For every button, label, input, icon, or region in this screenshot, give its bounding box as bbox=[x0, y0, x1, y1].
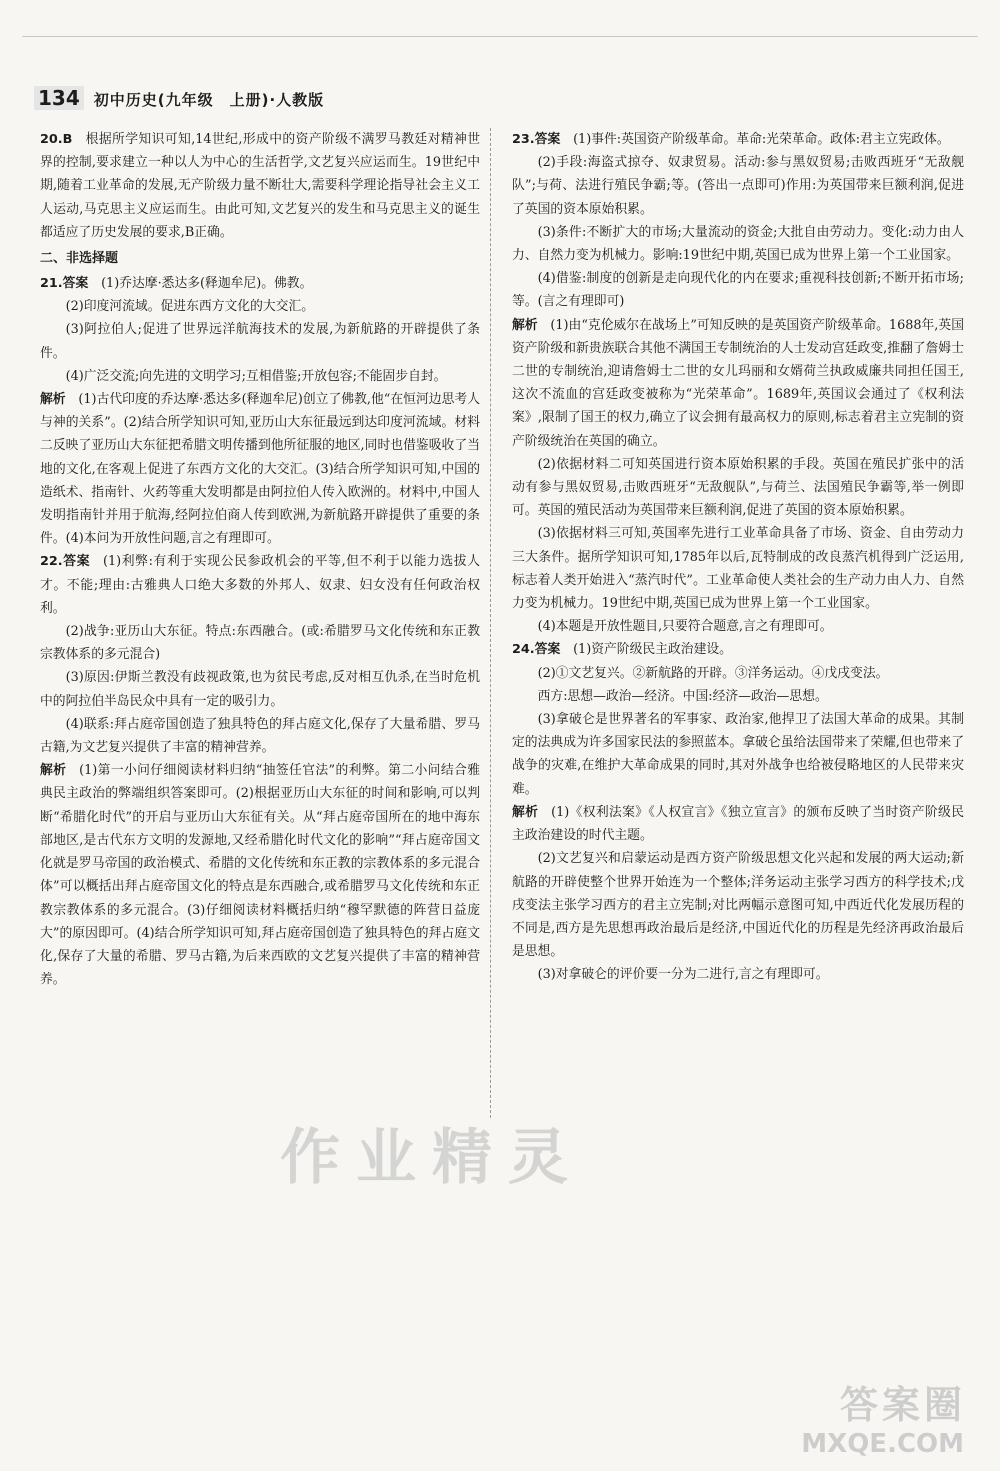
item-text: (4)广泛交流;向先进的文明学习;互相借鉴;开放包容;不能固步自封。 bbox=[65, 368, 447, 384]
item-text: (1)乔达摩·悉达多(释迦牟尼)。佛教。 bbox=[101, 276, 313, 292]
answer-paragraph bbox=[512, 522, 964, 615]
item-text: (3)条件:不断扩大的市场;大量流动的资金;大批自由劳动力。变化:动力由人力、自然力变为机械力。影响:19世纪中期,英国已成为世界上第一个工业国家。 bbox=[512, 224, 964, 264]
answer-paragraph bbox=[40, 318, 480, 364]
left-column bbox=[40, 128, 480, 991]
answer-paragraph bbox=[40, 713, 480, 759]
watermark-center: 作业精灵 bbox=[280, 1123, 584, 1193]
item-label: 21.答案 bbox=[40, 276, 89, 292]
item-label: 解析 bbox=[512, 804, 539, 820]
item-text: (2)印度河流域。促进东西方文化的大交汇。 bbox=[65, 299, 315, 315]
watermark-url: MXQE.COM bbox=[801, 1429, 964, 1459]
book-title: 初中历史(九年级 上册)·人教版 bbox=[93, 91, 325, 109]
answer-item bbox=[512, 314, 964, 453]
page-number: 134 bbox=[34, 86, 84, 110]
item-label: 22.答案 bbox=[40, 554, 91, 570]
item-text: (1)资产阶级民主政治建设。 bbox=[573, 642, 732, 658]
item-label: 24.答案 bbox=[512, 642, 561, 658]
answer-item bbox=[40, 759, 480, 991]
item-text: (1)《权利法案》《人权宣言》《独立宣言》的颁布反映了当时资产阶级民主政治建设的时代主题。 bbox=[512, 804, 965, 844]
answer-paragraph bbox=[512, 963, 964, 986]
answer-paragraph bbox=[512, 685, 964, 708]
answer-paragraph bbox=[512, 453, 964, 523]
answer-paragraph bbox=[512, 708, 964, 801]
item-text: (4)借鉴:制度的创新是走向现代化的内在要求;重视科技创新;不断开拓市场;等。(言之有理即可) bbox=[512, 271, 964, 310]
watermark-corner: 答案圈 bbox=[839, 1383, 966, 1427]
answer-paragraph bbox=[512, 221, 964, 267]
item-text: (4)联系:拜占庭帝国创造了独具特色的拜占庭文化,保存了大量希腊、罗马古籍,为文艺复兴提供了丰富的精神营养。 bbox=[40, 716, 480, 756]
item-label: 解析 bbox=[40, 392, 66, 408]
answer-paragraph bbox=[512, 847, 964, 963]
right-column bbox=[512, 128, 964, 987]
answer-paragraph bbox=[512, 615, 964, 638]
item-text: 西方:思想—政治—经济。中国:经济—政治—思想。 bbox=[537, 688, 828, 704]
item-text: (1)事件:英国资产阶级革命。革命:光荣革命。政体:君主立宪政体。 bbox=[573, 132, 950, 147]
item-text: 根据所学知识可知,14世纪,形成中的资产阶级不满罗马教廷对精神世界的控制,要求建立一种以人为中心的生活哲学,文艺复兴应运而生。19世纪中期,随着工业革命的发展,无产阶级力量不断壮大,需要科学理论指导社会主义工人运动,马克思主义应运而生。由此可知,文艺复兴的发生和马克思主义的诞生都适应了历史发展的要求,B正确。 bbox=[40, 132, 480, 240]
item-text: (2)战争:亚历山大东征。特点:东西融合。(或:希腊罗马文化传统和东正教宗教体系的多元混合) bbox=[40, 624, 480, 663]
top-rule bbox=[22, 36, 978, 37]
item-text: (1)第一小问仔细阅读材料归纳“抽签任官法”的利弊。第二小问结合雅典民主政治的弊端组织答案即可。(2)根据亚历山大东征的时间和影响,可以判断“希腊化时代”的开启与亚历山大东征有关。从“拜占庭帝国所在的地中海东部地区,是古代东方文明的发源地,又经希腊化时代文化的影响”“拜占庭帝国文化就是罗马帝国的政治模式、希腊的文化传统和东正教的宗教体系的多元混合体”可以概括出拜占庭帝国文化的特点是东西融合,或希腊罗马文化传统和东正教宗教体系的多元混合。(3)仔细阅读材料概括归纳“穆罕默德的阵营日益庞大”的原因即可。(4)结合所学知识可知,拜占庭帝国创造了独具特色的拜占庭文化,保存了大量的希腊、罗马古籍,为后来西欧的文艺复兴提供了丰富的精神营养。 bbox=[40, 763, 481, 988]
item-label: 解析 bbox=[40, 763, 67, 779]
answer-paragraph bbox=[40, 666, 480, 712]
answer-item bbox=[512, 638, 964, 661]
item-label: 20.B bbox=[40, 132, 73, 147]
answer-item bbox=[512, 128, 964, 151]
item-text: (3)拿破仑是世界著名的军事家、政治家,他捍卫了法国大革命的成果。其制定的法典成为许多国家民法的参照蓝本。拿破仑虽给法国带来了荣耀,但也带来了战争的灾难,在维护大革命成果的同时,其对外战争也给被侵略地区的人民带来灾难。 bbox=[512, 712, 964, 797]
item-text: (3)阿拉伯人;促进了世界远洋航海技术的发展,为新航路的开辟提供了条件。 bbox=[40, 322, 480, 361]
item-text: (3)依据材料三可知,英国率先进行工业革命具备了市场、资金、自由劳动力三大条件。据所学知识可知,1785年以后,瓦特制成的改良蒸汽机得到广泛运用,标志着人类开始进入“蒸汽时代”。工业革命使人类社会的生产动力由人力、自然力变为机械力。19世纪中期,英国已成为世界上第一个工业国家。 bbox=[512, 526, 964, 612]
answer-paragraph bbox=[40, 365, 480, 388]
answer-item bbox=[40, 550, 480, 620]
item-text: (2)依据材料二可知英国进行资本原始积累的手段。英国在殖民扩张中的活动有参与黑奴贸易,击败西班牙“无敌舰队”,与荷兰、法国殖民争霸等,举一例即可。英国的殖民活动为英国带来巨额利润,促进了英国的资本原始积累。 bbox=[512, 456, 964, 519]
item-text: (4)本题是开放性题目,只要符合题意,言之有理即可。 bbox=[537, 619, 833, 635]
answer-paragraph bbox=[512, 662, 964, 685]
answer-item bbox=[40, 128, 480, 244]
item-text: (1)由“克伦威尔在战场上”可知反映的是英国资产阶级革命。1688年,英国资产阶级和新贵族联合其他不满国王专制统治的人士发动宫廷政变,推翻了詹姆士二世的专制统治,迎请詹姆士二世的女儿玛丽和女婿荷兰执政威廉共同担任国王,这次不流血的宫廷政变被称为“光荣革命”。1689年,英国议会通过了《权利法案》,限制了国王的权力,确立了议会拥有最高权力的原则,标志着君主立宪制的资产阶级统治在英国的确立。 bbox=[512, 317, 964, 449]
column-divider bbox=[490, 128, 491, 1118]
answer-item bbox=[40, 388, 480, 550]
item-label: 解析 bbox=[512, 317, 538, 333]
section-heading: 二、非选择题 bbox=[40, 251, 119, 267]
item-text: (3)对拿破仑的评价要一分为二进行,言之有理即可。 bbox=[537, 967, 829, 983]
answer-item bbox=[512, 801, 964, 847]
item-text: (2)文艺复兴和启蒙运动是西方资产阶级思想文化兴起和发展的两大运动;新航路的开辟使整个世界开始连为一个整体;洋务运动主张学习西方的科学技术;戊戌变法主张学习西方的君主立宪制;对比两幅示意图可知,中西近代化发展历程的不同是,西方是先思想再政治最后是经济,中国近代化的历程是先经济再政治最后是思想。 bbox=[512, 851, 964, 960]
item-text: (1)古代印度的乔达摩·悉达多(释迦牟尼)创立了佛教,他“在恒河边思考人与神的关系”。(2)结合所学知识可知,亚历山大东征最远到达印度河流域。材料二反映了亚历山大东征把希腊文明传播到他所征服的地区,同时也借鉴吸收了当地的文化,在客观上促进了东西方文化的大交汇。(3)结合所学知识可知,中国的造纸术、指南针、火药等重大发明都是由阿拉伯人传入欧洲的。材料中,中国人发明指南针并用于航海,经阿拉伯商人传到欧洲,为新航路开辟提供了重要的条件。(4)本问为开放性问题,言之有理即可。 bbox=[40, 392, 480, 547]
answer-paragraph bbox=[512, 151, 964, 221]
item-text: (2)手段:海盗式掠夺、奴隶贸易。活动:参与黑奴贸易;击败西班牙“无敌舰队”;与荷、法进行殖民争霸;等。(答出一点即可)作用:为英国带来巨额利润,促进了英国的资本原始积累。 bbox=[512, 155, 964, 217]
answer-paragraph bbox=[40, 620, 480, 666]
item-label: 23.答案 bbox=[512, 132, 561, 147]
answer-paragraph bbox=[40, 295, 480, 318]
page-header bbox=[34, 86, 324, 110]
item-text: (1)利弊:有利于实现公民参政机会的平等,但不利于以能力选拔人才。不能;理由:古雅典人口绝大多数的外邦人、奴隶、妇女没有任何政治权利。 bbox=[40, 554, 480, 616]
answer-paragraph bbox=[512, 267, 964, 313]
item-text: (2)①文艺复兴。②新航路的开辟。③洋务运动。④戊戌变法。 bbox=[537, 665, 889, 681]
answer-item bbox=[40, 272, 480, 295]
item-text: (3)原因:伊斯兰教没有歧视政策,也为贫民考虑,反对相互仇杀,在当时危机中的阿拉伯半岛民众中具有一定的吸引力。 bbox=[40, 670, 480, 709]
